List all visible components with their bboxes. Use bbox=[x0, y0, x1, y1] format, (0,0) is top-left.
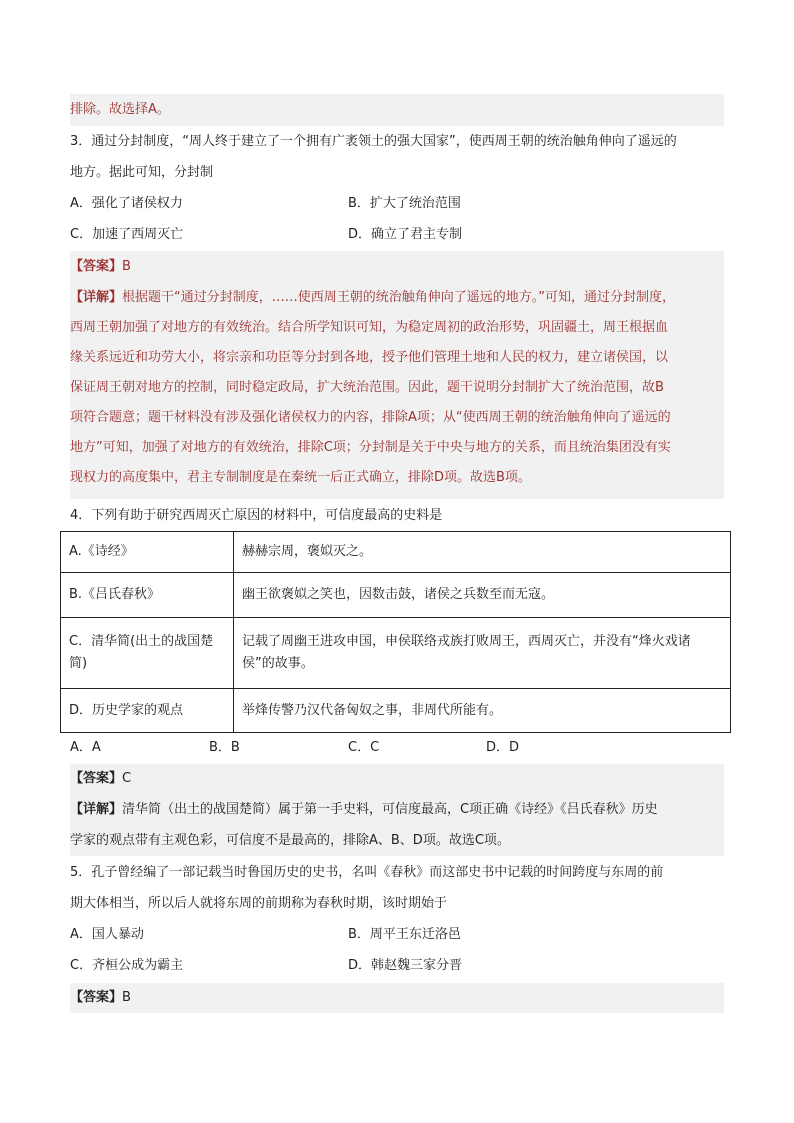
q4-answer bbox=[70, 769, 131, 789]
q5-option-a: A．国人暴动 bbox=[70, 927, 144, 942]
table-cell-content: 赫赫宗周，褒姒灭之。 bbox=[234, 532, 731, 573]
q4-detail-label: 【详解】 bbox=[70, 802, 123, 817]
q3-option-b: B．扩大了统治范围 bbox=[348, 196, 461, 211]
q4-option-d: D．D bbox=[486, 740, 520, 755]
q3-detail-line4: 保证周王朝对地方的控制，同时稳定政局，扩大统治范围。因此，题干说明分封制扩大了统治范围，故B bbox=[70, 380, 664, 395]
q4-option-c: C．C bbox=[348, 740, 380, 755]
table-cell-content bbox=[234, 618, 731, 689]
q3-answer-value: B bbox=[122, 259, 131, 274]
q5-answer-value: B bbox=[122, 990, 131, 1005]
table-cell-content: 幽王欲褒姒之笑也，因数击鼓，诸侯之兵数至而无寇。 bbox=[234, 573, 731, 618]
q3-answer bbox=[70, 257, 131, 277]
table-row bbox=[61, 689, 731, 733]
q3-stem-line1: 3．通过分封制度，“周人终于建立了一个拥有广袤领土的强大国家”，使西周王朝的统治触角伸向了遥远的 bbox=[70, 134, 677, 149]
q3-stem-line2: 地方。据此可知，分封制 bbox=[70, 165, 214, 180]
q5-option-b: B．周平王东迁洛邑 bbox=[348, 927, 461, 942]
previous-detail-tail: 排除。故选择A。 bbox=[70, 102, 170, 117]
q3-option-d: D．确立了君主专制 bbox=[348, 227, 463, 242]
q5-answer-label: 【答案】 bbox=[70, 990, 123, 1005]
table-row bbox=[61, 618, 731, 689]
q3-option-c: C．加速了西周灭亡 bbox=[70, 227, 184, 242]
table-cell-source-line1: C．清华简(出土的战国楚 bbox=[69, 634, 214, 649]
table-row bbox=[61, 573, 731, 618]
q3-detail-label: 【详解】 bbox=[70, 290, 123, 305]
q3-detail-line5: 项符合题意；题干材料没有涉及强化诸侯权力的内容，排除A项；从“使西周王朝的统治触角伸向了遥远的 bbox=[70, 410, 671, 425]
q4-detail-text: 清华简（出土的战国楚简）属于第一手史料，可信度最高，C项正确《诗经》《吕氏春秋》历史 bbox=[122, 802, 658, 817]
q3-option-a: A．强化了诸侯权力 bbox=[70, 196, 183, 211]
q3-detail-line1 bbox=[70, 288, 675, 308]
q4-source-table bbox=[60, 531, 731, 733]
table-cell-content-line1: 记载了周幽王进攻申国，申侯联络戎族打败周王，西周灭亡，并没有“烽火戏诸 bbox=[242, 634, 691, 649]
table-cell-source: D．历史学家的观点 bbox=[61, 689, 234, 733]
table-cell-source: B.《吕氏春秋》 bbox=[61, 573, 234, 618]
q4-answer-value: C bbox=[122, 771, 132, 786]
answer-block-q5 bbox=[70, 983, 724, 1013]
table-cell-source bbox=[61, 618, 234, 689]
q3-detail-line7: 现权力的高度集中，君主专制制度是在秦统一后正式确立，排除D项。故选B项。 bbox=[70, 470, 531, 485]
q4-detail-line1 bbox=[70, 800, 658, 820]
q3-detail-line2: 西周王朝加强了对地方的有效统治。结合所学知识可知，为稳定周初的政治形势，巩固疆土，周王根据血 bbox=[70, 320, 669, 335]
q5-stem-line1: 5．孔子曾经编了一部记载当时鲁国历史的史书，名叫《春秋》而这部史书中记载的时间跨度与东周的前 bbox=[70, 865, 664, 880]
q3-detail-text: 根据题干“通过分封制度，……使西周王朝的统治触角伸向了遥远的地方。”可知，通过分封制度， bbox=[122, 290, 675, 305]
table-cell-content: 举烽传警乃汉代备匈奴之事，非周代所能有。 bbox=[234, 689, 731, 733]
q4-option-a: A．A bbox=[70, 740, 101, 755]
q5-option-c: C．齐桓公成为霸主 bbox=[70, 958, 184, 973]
q4-answer-label: 【答案】 bbox=[70, 771, 123, 786]
q5-answer bbox=[70, 988, 131, 1008]
q3-answer-label: 【答案】 bbox=[70, 259, 123, 274]
table-cell-content-line2: 侯”的故事。 bbox=[242, 656, 314, 671]
table-row bbox=[61, 532, 731, 573]
table-cell-source: A.《诗经》 bbox=[61, 532, 234, 573]
table-cell-source-line2: 简) bbox=[69, 656, 88, 671]
q4-option-b: B．B bbox=[209, 740, 240, 755]
q4-detail-line2: 学家的观点带有主观色彩，可信度不是最高的，排除A、B、D项。故选C项。 bbox=[70, 833, 510, 848]
q5-stem-line2: 期大体相当，所以后人就将东周的前期称为春秋时期，该时期始于 bbox=[70, 896, 448, 911]
q5-option-d: D．韩赵魏三家分晋 bbox=[348, 958, 463, 973]
q3-detail-line3: 缘关系远近和功劳大小，将宗亲和功臣等分封到各地，授予他们管理土地和人民的权力，建立诸侯国，以 bbox=[70, 350, 669, 365]
q3-detail-line6: 地方”可知，加强了对地方的有效统治，排除C项；分封制是关于中央与地方的关系，而且统治集团没有实 bbox=[70, 440, 671, 455]
q4-stem: 4．下列有助于研究西周灭亡原因的材料中，可信度最高的史料是 bbox=[70, 508, 443, 523]
